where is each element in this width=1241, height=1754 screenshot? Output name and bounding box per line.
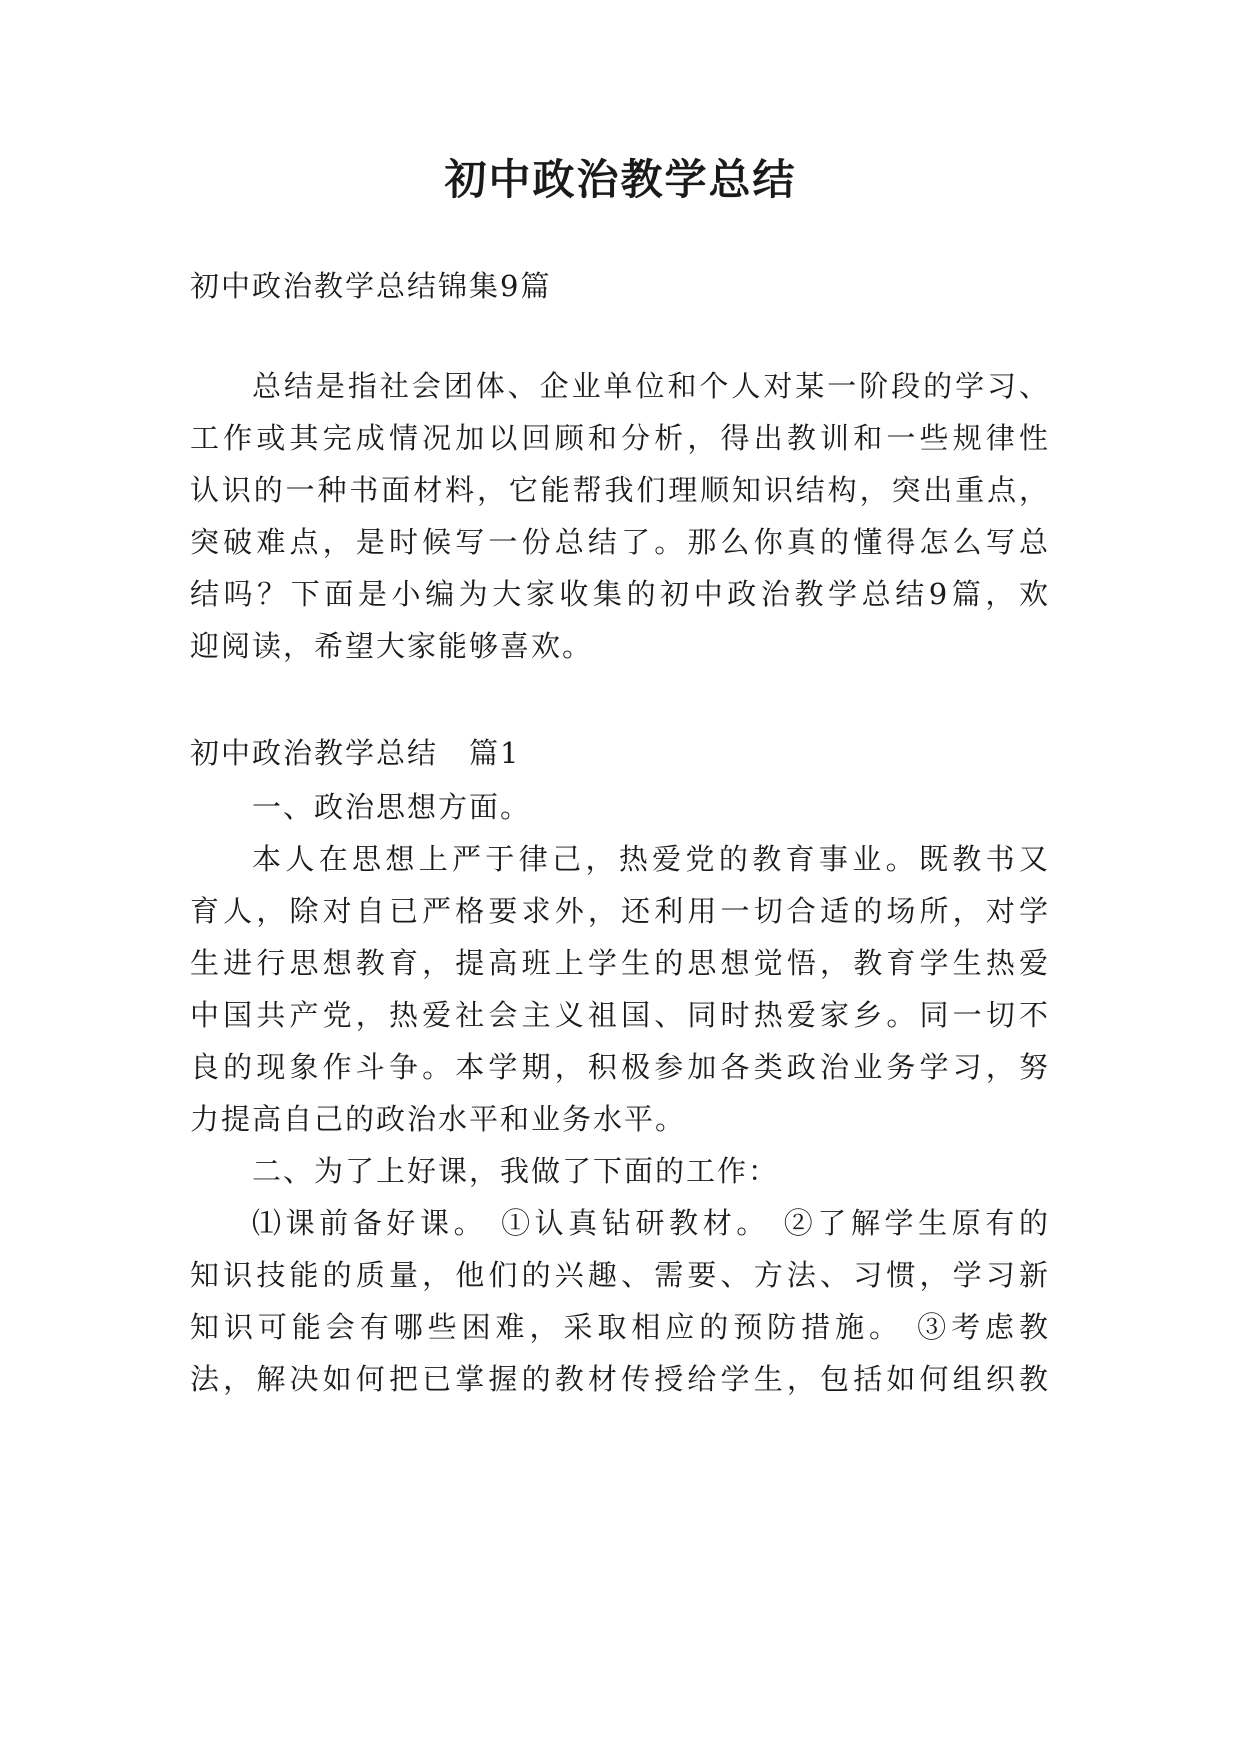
intro-line: 认识的一种书面材料，它能帮我们理顺知识结构，突出重点，: [190, 473, 1050, 507]
intro-line: 总结是指社会团体、企业单位和个人对某一阶段的学习、: [252, 369, 1050, 403]
part1-line: 育人，除对自已严格要求外，还利用一切合适的场所，对学: [190, 894, 1050, 928]
section-heading: 初中政治教学总结 篇1: [190, 736, 521, 770]
intro-line: 迎阅读，希望大家能够喜欢。: [190, 629, 594, 663]
document-title: 初中政治教学总结: [444, 155, 797, 204]
intro-line: 结吗？下面是小编为大家收集的初中政治教学总结9篇，欢: [190, 577, 1050, 611]
intro-line: 突破难点，是时候写一份总结了。那么你真的懂得怎么写总: [190, 525, 1050, 559]
part1-line: 力提高自己的政治水平和业务水平。: [190, 1102, 687, 1136]
part1-line: 中国共产党，热爱社会主义祖国、同时热爱家乡。同一切不: [190, 998, 1050, 1032]
intro-line: 工作或其完成情况加以回顾和分析，得出教训和一些规律性: [190, 421, 1050, 455]
part1-line: 良的现象作斗争。本学期，积极参加各类政治业务学习，努: [190, 1050, 1050, 1084]
part1-line: 本人在思想上严于律己，热爱党的教育事业。既教书又: [252, 842, 1050, 876]
document-subtitle: 初中政治教学总结锦集9篇: [190, 269, 552, 303]
part2-heading: 二、为了上好课，我做了下面的工作：: [252, 1154, 780, 1188]
part1-line: 生进行思想教育，提高班上学生的思想觉悟，教育学生热爱: [190, 946, 1050, 980]
part2-line: 知识可能会有哪些困难，采取相应的预防措施。 ③考虑教: [190, 1310, 1050, 1344]
part1-heading: 一、政治思想方面。: [252, 790, 532, 824]
part2-line: 法，解决如何把已掌握的教材传授给学生，包括如何组织教: [190, 1362, 1050, 1396]
part2-line: 知识技能的质量，他们的兴趣、需要、方法、习惯，学习新: [190, 1258, 1050, 1292]
part2-line: ⑴课前备好课。 ①认真钻研教材。 ②了解学生原有的: [252, 1206, 1050, 1240]
